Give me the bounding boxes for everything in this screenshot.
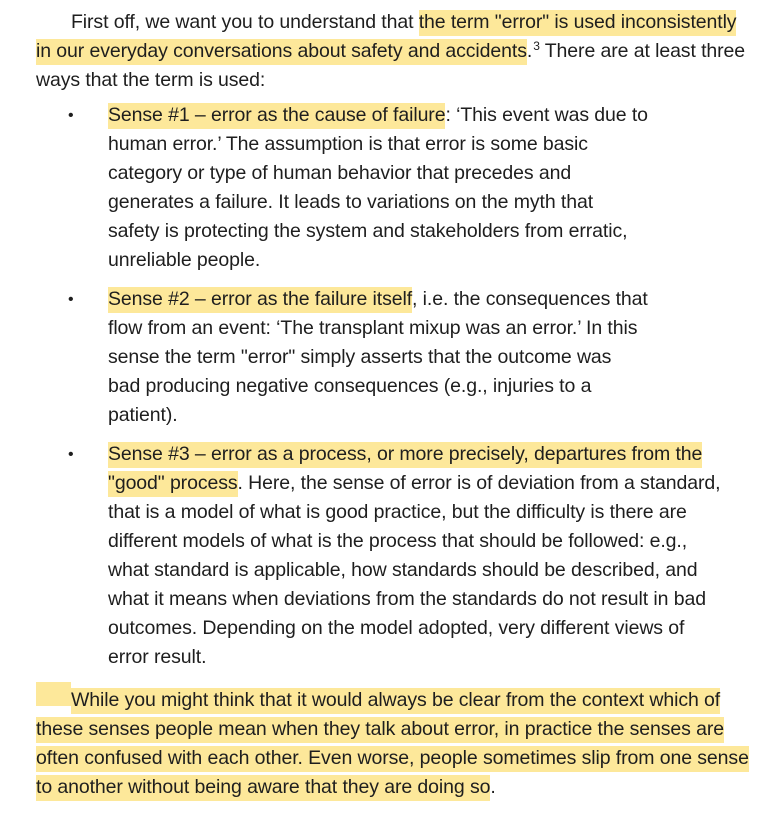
sense-3-text: . Here, the sense of error is of deviation from a standard, that is a model of what is good practice, but the difficulty is there are different models of what is the process that should be followed: e.g., what standard is applicable, how standards should be described, and what it means when deviations from the standards do not result in bad outcomes. Depending on the model adopted, very different views of error result.	[108, 472, 721, 668]
highlighted-indent	[36, 682, 71, 706]
bullet-icon: •	[68, 446, 74, 463]
bullet-icon: •	[68, 291, 74, 308]
sense-2-text: , i.e. the consequences that flow from an event: ‘The transplant mixup was an error.’ In this sense the term "error" simply asserts that the outcome was bad producing negative consequences (e.g., injuries to a patient).	[108, 288, 648, 426]
closing-highlight: While you might think that it would always be clear from the context which of these senses people mean when they talk about error, in practice the senses are often confused with each other. Even worse, people sometimes slip from one sense to another without being aware that they are doing so	[36, 688, 749, 801]
bullet-icon: •	[68, 107, 74, 124]
list-item	[36, 440, 723, 672]
senses-list	[36, 101, 752, 672]
closing-period: .	[490, 776, 496, 798]
sense-3-highlight: Sense #3 – error as a process, or more precisely, departures from the "good" process	[108, 442, 702, 497]
intro-period: .	[526, 40, 533, 62]
list-item	[36, 285, 648, 430]
closing-paragraph	[36, 682, 752, 802]
intro-highlight: the term "error" is used inconsistently in our everyday conversations about safety and accidents	[36, 10, 736, 65]
intro-paragraph	[36, 8, 752, 95]
document-body	[36, 8, 752, 802]
intro-lead-text: First off, we want you to understand that	[71, 11, 419, 33]
intro-rest-text: There are at least three ways that the term is used:	[36, 40, 746, 91]
sense-2-highlight: Sense #2 – error as the failure itself	[108, 287, 412, 313]
sense-1-text: : ‘This event was due to human error.’ The assumption is that error is some basic category or type of human behavior that precedes and generates a failure. It leads to variations on the myth that safety is protecting the system and stakeholders from erratic, unreliable people.	[108, 104, 648, 271]
list-item	[36, 101, 648, 275]
sense-1-highlight: Sense #1 – error as the cause of failure	[108, 103, 445, 129]
footnote-marker[interactable]: 3	[533, 39, 540, 53]
